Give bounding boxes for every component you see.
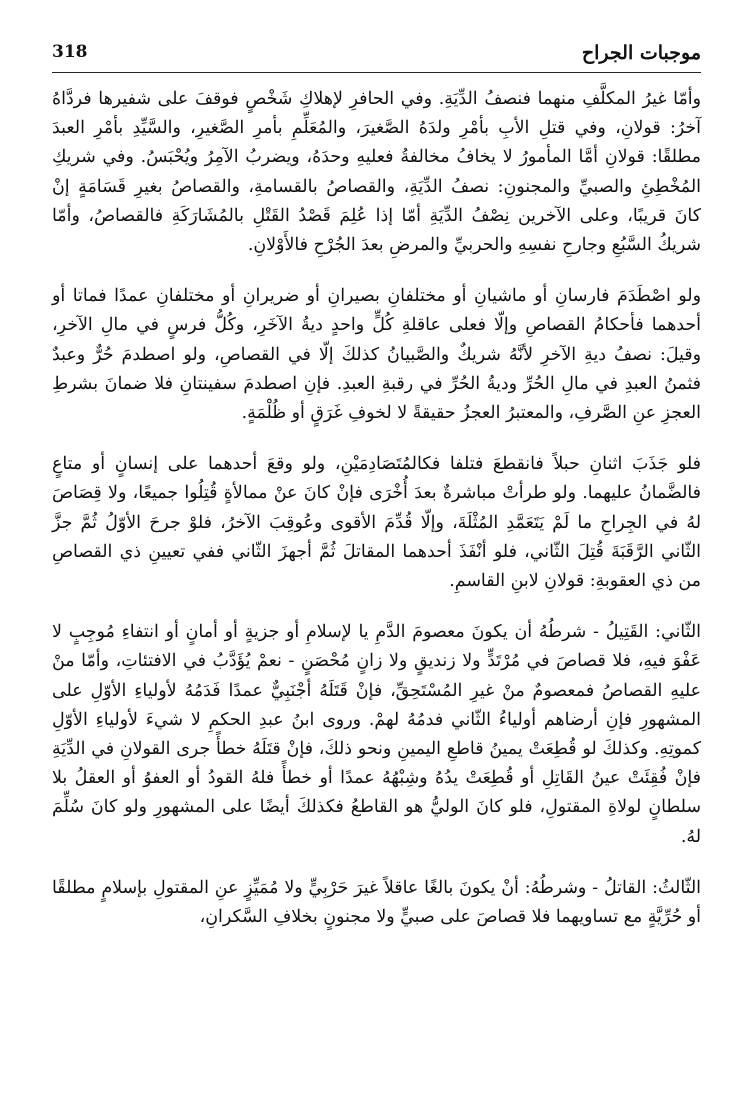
page-header [52, 38, 701, 73]
paragraph-3: فلو جَذَبَ اثنانِ حبلاً فانقطعَ فتلفا فكالمُتَصَادِمَيْنِ، ولو وقعَ أحدهما على إنسانٍ أو متاعٍ فالضَّمانُ عليهما. ولو طرأتْ مباشرةٌ بعدَ أُخْرَى فإنْ كانَ عنْ ممالأةٍ قُتِلُوا جميعًا، ولا قِصَاصَ لهُ في الجِراحِ ما لَمْ يَتَعَمَّدِ المُثْلَةَ، وإلّا قُدِّمَ الأقوى وعُوقِبَ الآخرُ، فلوْ جرحَ الأوّلُ ثُمَّ جزَّ الثّاني الرَّقَبَةَ قُتِلَ الثّاني، فلو أنْفَذَ أحدهما المقاتلَ ثُمَّ أجهزَ الثّاني ففي تعيينِ ذي القصاصِ من ذي العقوبةِ: قولانِ لابنِ القاسمِ. [52, 454, 701, 592]
page-body [52, 85, 701, 954]
paragraph-4: الثّاني: القَتِيلُ - شرطُهُ أن يكونَ معصومَ الدَّمِ يا لإسلامِ أو جزيةٍ أو أمانٍ أو انتفاءِ مُوجِبٍ لا عَفْوَ فيهِ، فلا قصاصَ في مُرْتَدٍّ ولا زنديقٍ ولا زانٍ مُحْصَنٍ - نعمْ يُؤَدَّبُ في الافتئاتِ، وأمّا منْ عليهِ القصاصُ فمعصومٌ منْ غيرِ المُسْتَحِقِّ، فإنْ قَتَلَهُ أجْنَبِيٌّ عمدًا فَدَمُهُ لأولياءِ الأوّلِ على المشهورِ فإنِ أرضاهم أولياءُ الثّاني فدمُهُ لهمْ. وروى ابنُ عبدِ الحكمِ لا شيءَ لأولياءِ الأوّلِ كموتِهِ. وكذلكَ لو قُطِعَتْ يمينُ قاطعِ اليمينِ ونحو ذلكَ، فإنْ قتَلَهُ خطأً جرى القولانِ في الدِّيَةِ فإنْ فُقِئَتْ عينُ القَاتِلِ أو قُطِعَتْ يدُهُ وشِبْهُهُ عمدًا أو خطأً فلهُ القودُ أو العفوُ أو العقلُ بلا سلطانٍ لولاةِ المقتولِ، فلو كانَ الوليُّ هو القاطعُ فكذلكَ أيضًا على المشهورِ ولو كانَ سُلِّمَ لهُ. [52, 622, 701, 847]
page-number: 318 [52, 42, 88, 62]
paragraph-2: ولو اصْطَدَمَ فارسانِ أو ماشيانِ أو مختلفانِ بصيرانِ أو ضريرانِ أو مختلفانِ عمدًا فماتا أو أحدهما فأحكامُ القصاصِ وإلّا فعلى عاقلةِ كُلٍّ واحدٍ ديةُ الآخَرِ، وكُلُّ فرسٍ في مالِ الآخرِ، وقيلَ: نصفُ ديةِ الآخرِ لأنَّهُ شريكٌ والصَّبيانُ كذلكَ إلّا في القصاصِ، ولو اصطدمَ حُرٌّ وعبدٌ فثمنُ العبدِ في مالِ الحُرِّ وديةُ الحُرِّ في رقبةِ العبدِ. فإنِ اصطدمَ سفينتانِ فلا ضمانَ بشرطِ العجزِ عنِ الصَّرفِ، والمعتبرُ العجزُ حقيقةً لا لخوفِ غَرَقٍ أو ظُلْمَةٍ. [52, 286, 701, 424]
running-title: موجبات الجراح [581, 42, 701, 64]
paragraph-5: الثّالثُ: القاتلُ - وشرطُهُ: أنْ يكونَ بالغًا عاقلاً غيرَ حَرْبِيٍّ ولا مُمَيِّزٍ عنِ المقتولِ بإسلامٍ مطلقًا أو حُرِّيَّةٍ مع تساويهما فلا قصاصَ على صبيٍّ ولا مجنونٍ بخلافِ السَّكرانِ، [52, 877, 701, 928]
paragraph-1: وأمّا غيرُ المكلَّفِ منهما فنصفُ الدِّيَةِ. وفي الحافرِ لإهلاكِ شَخْصٍ فوقفَ على شفيرها فردَّاهُ آخرُ: قولانِ، وفي قتلِ الأبِ بأمْرِ ولدَهُ الصَّغيرَ، والمُعَلِّمِ بأمرِ الصَّغيرِ، والسَّيِّدِ بأمْرِ العبدَ مطلقًا: قولانِ أمَّا المأمورُ لا يخافُ مخالفةُ فعليهِ وحدَهُ، ويضربُ الآمِرُ ويُحْبَسُ. وفي شريكِ المُخْطِئِ والصبيِّ والمجنونِ: نصفُ الدِّيَةِ، والقصاصُ بالقسامةِ، والقصاصُ بغيرِ قَسَامَةٍ إنْ كانَ قريبًا، وعلى الآخرين نِصْفُ الدِّيَةِ أمّا إذا عُلِمَ قَصْدُ القَتْلِ بالمُشَارَكَةِ فالقصاصُ، وأمّا شريكُ السَّبُعِ وجارحِ نفسِهِ والحربيِّ والمرضِ بعدَ الجُرْحِ فالأَوْلانِ. [52, 89, 701, 256]
